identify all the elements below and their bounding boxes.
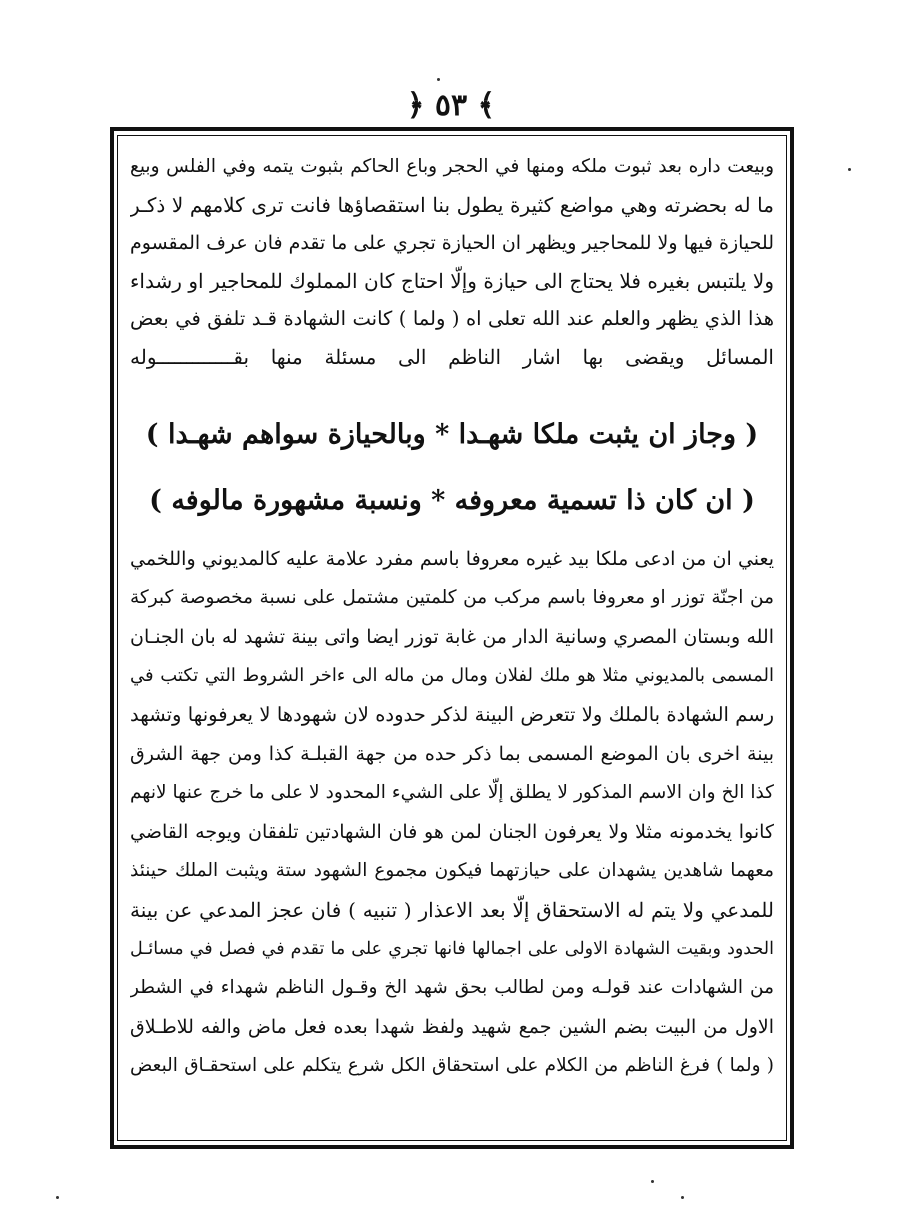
text-line: يعني ان من ادعى ملكا بيد غيره معروفا باسم مفرد علامة عليه كالمديوني واللخمي bbox=[130, 548, 774, 570]
text-line: الله وبستان المصري وسانية الدار من غابة توزر ايضا واتى بينة تشهد له بان الجنـان bbox=[130, 626, 774, 648]
text-line: من الشهادات عند قولـه ومن لطالب بحق شهد الخ وقـول الناظم شهداء في الشطر bbox=[130, 977, 774, 998]
ink-speck bbox=[681, 1196, 684, 1199]
text-line: الحدود وبقيت الشهادة الاولى على اجمالها فانها تجري على ما تقدم في فصل في مسائـل bbox=[130, 939, 774, 959]
ink-speck bbox=[848, 168, 851, 171]
text-line: معهما شاهدين يشهدان على حيازتهما فيكون مجموع الشهود ستة ويثبت الملك حينئذ bbox=[130, 860, 774, 881]
text-line: كذا الخ وان الاسم المذكور لا يطلق إلّا على الشيء المحدود لا على ما خرج عنها لانهم bbox=[130, 782, 774, 803]
text-line: المسائل ويقضى بها اشار الناظم الى مسئلة منها بقـــــــــــــوله bbox=[130, 345, 774, 369]
text-line: للمدعي ولا يتم له الاستحقاق إلّا بعد الاعذار ( تنبيه ) فان عجز المدعي عن بينة bbox=[130, 898, 774, 922]
page-number: ﴿ ٥٣ ﴾ bbox=[406, 88, 496, 123]
text-line: ما له بحضرته وهي مواضع كثيرة يطول بنا استقصاؤها فانت ترى كلامهم لا ذكـر bbox=[130, 193, 774, 217]
text-body bbox=[130, 148, 774, 1138]
text-line: المسمى بالمديوني مثلا هو ملك لفلان ومال من ماله الى ءاخر الشروط التي تكتب في bbox=[130, 665, 774, 686]
verse-line: ( وجاز ان يثبت ملكا شهـدا * وبالحيازة سواهم شهـدا ) bbox=[145, 419, 759, 450]
text-line: للحيازة فيها ولا للمحاجير ويظهر ان الحيازة تجري على ما تقدم فان عرف المقسوم bbox=[130, 232, 774, 254]
text-line: ولا يلتبس بغيره فلا يحتاج الى حيازة وإلّا احتاج كان المملوك للمحاجير او رشداء bbox=[130, 269, 774, 293]
text-line: ( ولما ) فرغ الناظم من الكلام على استحقاق الكل شرع يتكلم على استحقـاق البعض bbox=[130, 1055, 774, 1076]
ink-speck bbox=[437, 78, 440, 81]
text-line: بينة اخرى بان الموضع المسمى بما ذكر حده من جهة القبلـة كذا ومن جهة الشرق bbox=[130, 743, 774, 765]
text-line: وبيعت داره بعد ثبوت ملكه ومنها في الحجر وباع الحاكم بثبوت يتمه وفي الفلس وبيع bbox=[130, 156, 774, 177]
text-line: رسم الشهادة بالملك ولا تتعرض البينة لذكر حدوده لان شهودها لا يعرفونها وتشهد bbox=[130, 703, 774, 726]
ink-speck bbox=[56, 1196, 59, 1199]
text-line: هذا الذي يظهر والعلم عند الله تعلى اه ( ولما ) كانت الشهادة قـد تلفق في بعض bbox=[130, 307, 774, 330]
verse-line: ( ان كان ذا تسمية معروفه * ونسبة مشهورة مالوفه ) bbox=[149, 485, 755, 516]
ink-speck bbox=[651, 1180, 654, 1183]
text-line: الاول من البيت بضم الشين جمع شهيد ولفظ شهدا بعده فعل ماض والفه للاطـلاق bbox=[130, 1016, 774, 1038]
text-line: من اجنّة توزر او معروفا باسم مركب من كلمتين مشتمل على نسبة مخصوصة كبركة bbox=[130, 587, 774, 608]
text-line: كانوا يخدمونه مثلا ولا يعرفون الجنان لمن هو فان الشهادتين تلفقان ويوجه القاضي bbox=[130, 821, 774, 843]
